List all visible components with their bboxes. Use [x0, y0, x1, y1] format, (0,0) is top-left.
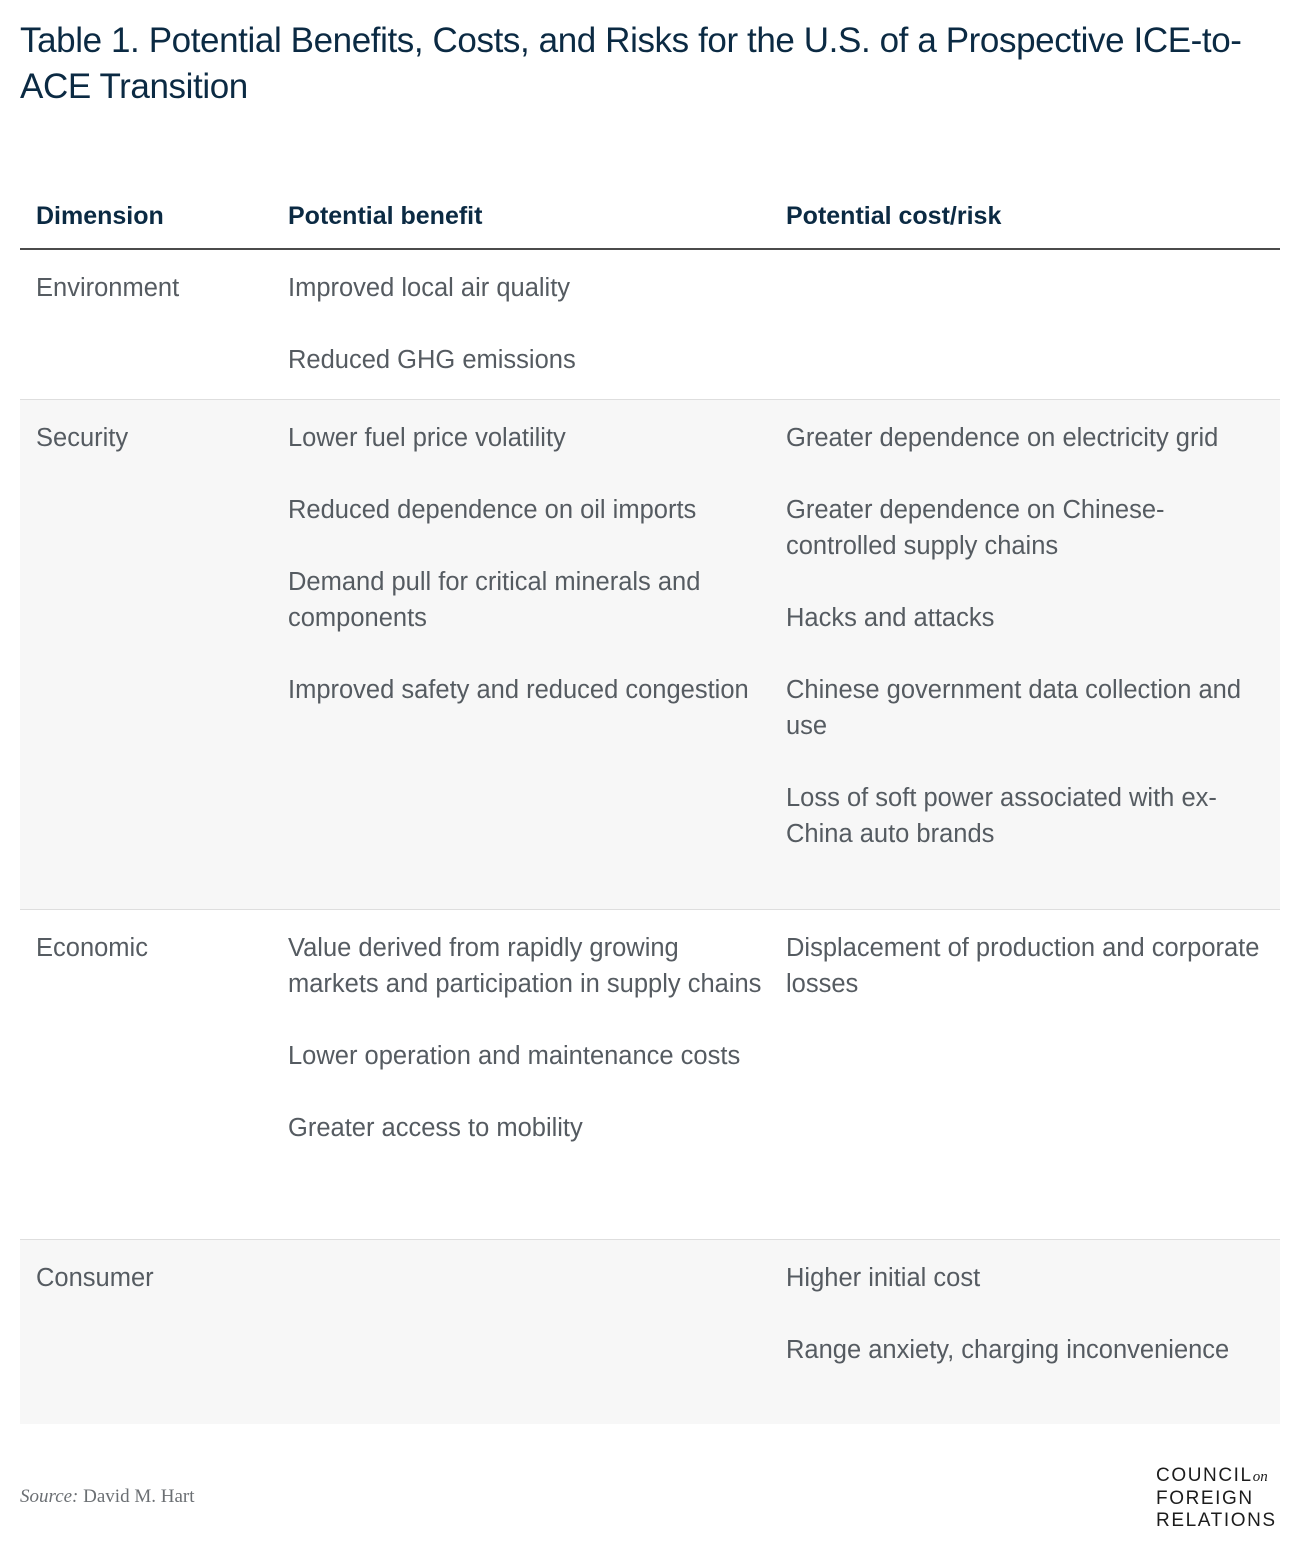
benefit-cell [288, 1240, 786, 1424]
table-row-economic [20, 910, 1280, 1240]
cost-item: Greater dependence on electricity grid [786, 424, 1219, 452]
page-title: Table 1. Potential Benefits, Costs, and Risks for the U.S. of a Prospective ICE-to-ACE Transition [20, 21, 1242, 106]
benefit-item: Lower operation and maintenance costs [288, 1042, 741, 1070]
cost-cell [786, 1240, 1280, 1424]
cfr-logo [1156, 1465, 1280, 1532]
dimension-cell: Economic [36, 934, 148, 962]
dimension-cell: Environment [36, 274, 180, 302]
header-potential-cost-risk: Potential cost/risk [786, 202, 1002, 230]
cost-item: Greater dependence on Chinese-controlled supply chains [786, 496, 1165, 560]
dimension-cell: Security [36, 424, 129, 452]
table-header [20, 178, 1280, 250]
benefit-cell [288, 400, 786, 909]
cost-cell [786, 250, 1280, 399]
header-dimension: Dimension [36, 202, 164, 230]
logo-word-council: COUNCIL [1156, 1465, 1253, 1486]
cost-cell [786, 910, 1280, 1239]
cost-item: Chinese government data collection and use [786, 676, 1242, 740]
dimension-cell: Consumer [36, 1264, 154, 1292]
benefit-item: Demand pull for critical minerals and components [288, 568, 701, 632]
logo-line-1 [1156, 1465, 1280, 1488]
benefit-item: Reduced dependence on oil imports [288, 496, 697, 524]
benefit-item: Improved safety and reduced congestion [288, 676, 749, 704]
benefits-costs-table [20, 178, 1280, 1424]
logo-word-on: on [1252, 1469, 1268, 1485]
cost-item: Range anxiety, charging inconvenience [786, 1336, 1230, 1364]
cost-cell [786, 400, 1280, 909]
source-text: David M. Hart [83, 1486, 195, 1507]
benefit-item: Lower fuel price volatility [288, 424, 566, 452]
cost-item: Hacks and attacks [786, 604, 995, 632]
header-potential-benefit: Potential benefit [288, 202, 483, 230]
benefit-cell [288, 910, 786, 1239]
benefit-item: Value derived from rapidly growing markets and participation in supply chains [288, 934, 762, 998]
benefit-item: Reduced GHG emissions [288, 346, 576, 374]
benefit-cell [288, 250, 786, 399]
cost-item: Displacement of production and corporate losses [786, 934, 1260, 998]
cost-item: Higher initial cost [786, 1264, 981, 1292]
table-row-security [20, 400, 1280, 910]
source-note [20, 1486, 194, 1508]
cost-item: Loss of soft power associated with ex-China auto brands [786, 784, 1217, 848]
logo-line-3: RELATIONS [1156, 1510, 1277, 1531]
source-label: Source: [20, 1486, 79, 1507]
logo-line-2: FOREIGN [1156, 1488, 1254, 1509]
benefit-item: Improved local air quality [288, 274, 571, 302]
benefit-item: Greater access to mobility [288, 1114, 583, 1142]
table-row-consumer [20, 1240, 1280, 1424]
table-row-environment [20, 250, 1280, 400]
